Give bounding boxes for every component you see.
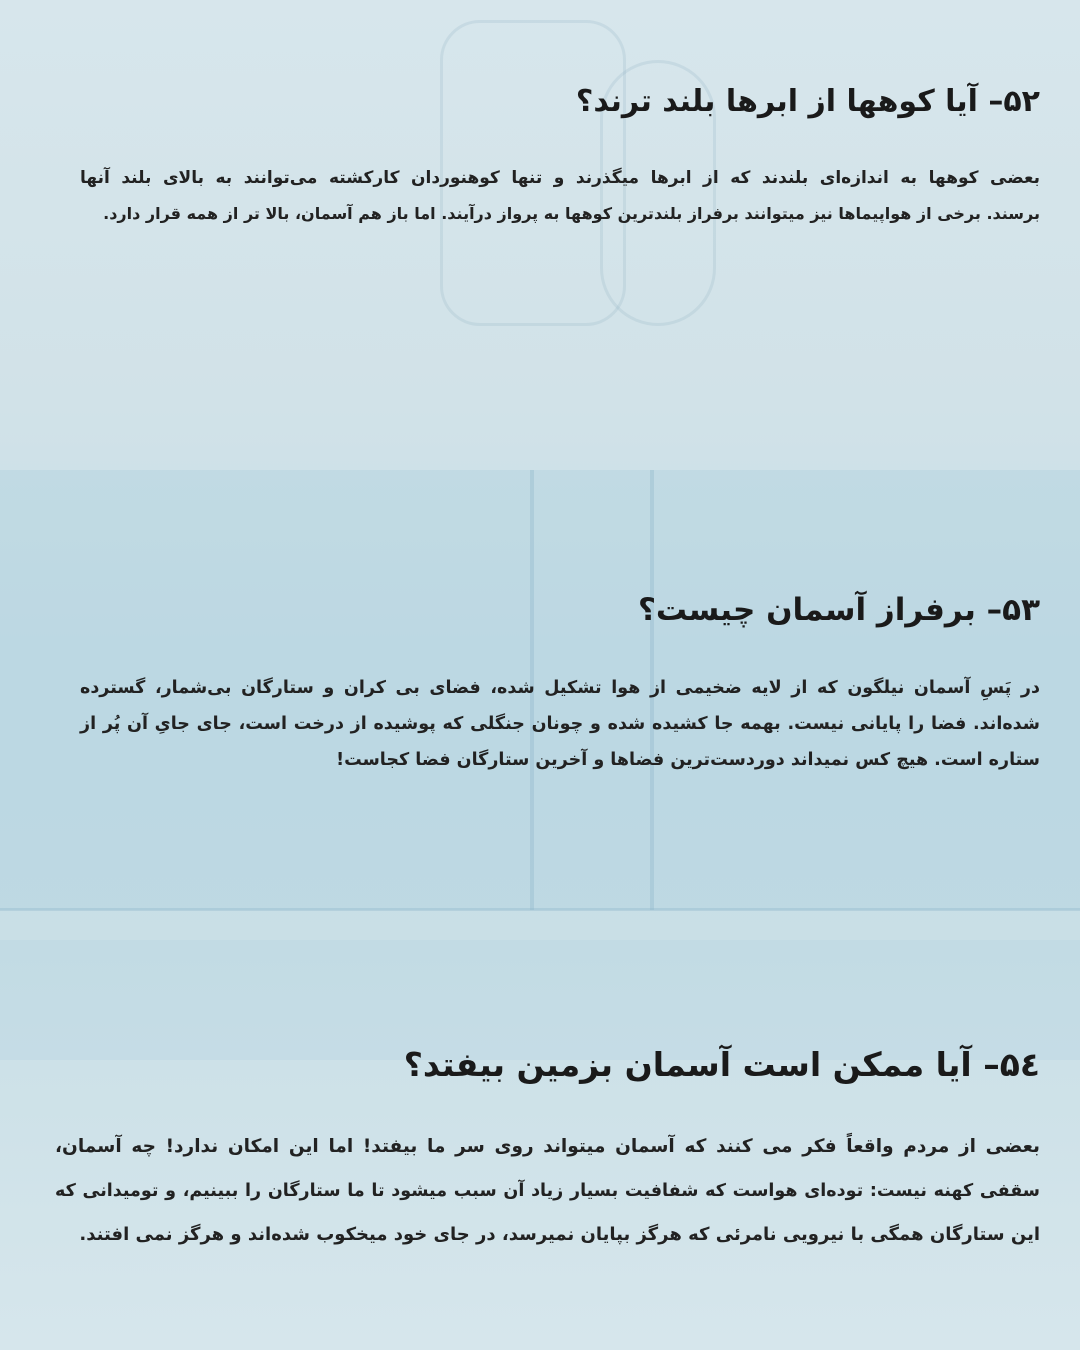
- background-band: [0, 940, 1080, 1060]
- section-body: [80, 670, 1040, 778]
- paragraph-line: این ستارگان همگی با نیرویی نامرئی که هرگز بپایان نمیرسد، در جای خود میخکوب شده‌اند و هرگز نمی افتند.: [79, 1224, 1040, 1245]
- paragraph-line: برسند. برخی از هواپیماها نیز میتوانند برفراز بلندترین کوهها به پرواز درآیند. اما باز هم آسمان، بالا تر از همه قرار دارد.: [103, 204, 1040, 223]
- paragraph-line: بعضی از مردم واقعاً فکر می کنند که آسمان میتواند روی سر ما بیفتد! اما این امکان ندارد! چه آسمان،: [55, 1136, 1040, 1157]
- paragraph-line: ستاره است. هیچ کس نمیداند دوردست‌ترین فضاها و آخرین ستارگان فضا کجاست!: [336, 750, 1040, 770]
- paragraph-line: در پَسِ آسمان نیلگون که از لایه ضخیمی از هوا تشکیل شده، فضای بی کران و ستارگان بی‌شمار، گسترده: [80, 678, 1040, 698]
- paragraph-line: بعضی کوهها به اندازه‌ای بلندند که از ابرها میگذرند و تنها کوهنوردان کارکشته می‌توانند به بالای بلند آنها: [80, 168, 1040, 188]
- section-heading: ۵۳– برفراز آسمان چیست؟: [637, 592, 1040, 628]
- section-body: [55, 1125, 1040, 1257]
- section-heading: ۵٤– آیا ممکن است آسمان بزمین بیفتد؟: [403, 1045, 1040, 1084]
- background-divider: [0, 908, 1080, 911]
- section-heading: ۵۲– آیا کوهها از ابرها بلند ترند؟: [575, 84, 1040, 119]
- paragraph-line: شده‌اند. فضا را پایانی نیست. بهمه جا کشیده شده و چونان جنگلی که پوشیده از درخت است، جای جایِ آن پُر از: [80, 714, 1040, 734]
- section-body: [80, 160, 1040, 232]
- paragraph-line: سقفی کهنه نیست: توده‌ای هواست که شفافیت بسیار زیاد آن سبب میشود تا ما ستارگان را ببینیم، و تومیدانی که: [55, 1181, 1040, 1201]
